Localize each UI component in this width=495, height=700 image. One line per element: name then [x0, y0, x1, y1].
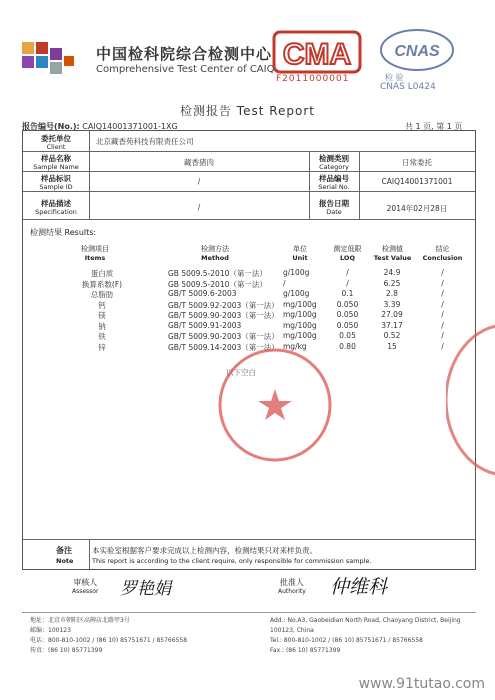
- result-unit: /: [283, 278, 286, 288]
- report-number-value: CAIQ14001371001-1XG: [82, 122, 178, 131]
- spec-value: /: [197, 203, 201, 212]
- result-unit: mg/kg: [283, 341, 307, 351]
- footer-zip-cn: 邮编：100123: [30, 627, 71, 634]
- sample-id-value: /: [197, 177, 201, 186]
- result-method: GB/T 5009.14-2003（第一法）: [168, 342, 279, 352]
- footer-cn: [30, 616, 187, 656]
- col-conclusion: 结论 Conclusion: [422, 245, 463, 262]
- note-text-cn: 本实验室根据客户要求完成以上检测内容，检测结果只对来样负责。: [92, 546, 317, 555]
- result-item: 换算系数(F): [81, 279, 123, 289]
- result-item: 总脂肪: [90, 290, 114, 299]
- result-loq: 0.1: [341, 289, 354, 298]
- end-mark: 以下空白: [226, 368, 256, 377]
- serial-value: CAIQ14001371001: [381, 177, 453, 186]
- result-value: 37.17: [381, 320, 403, 330]
- result-conclusion: /: [441, 289, 444, 298]
- result-conclusion: /: [441, 331, 444, 340]
- sample-name-label: 样品名称 Sample Name: [33, 154, 79, 171]
- footer-address-en: Add.: No.A3, Gaobeidian North Road, Chaoyang District, Beijing: [270, 617, 461, 624]
- note-label: 备注: [56, 546, 72, 555]
- sample-name-value: 藏香猪肉: [184, 158, 214, 167]
- result-unit: mg/100g: [283, 299, 317, 309]
- footer-tel-cn: 电话：800-810-1002 / (86 10) 85751671 / 85766558: [30, 637, 188, 644]
- footer-zip-en: 100123, China: [270, 627, 314, 634]
- note-text-en: This report is according to the client require, only responsible for commission sample.: [92, 557, 372, 565]
- result-loq: 0.050: [336, 320, 359, 330]
- col-loq: 测定低限 LOQ: [333, 245, 362, 262]
- footer-address-cn: 地址：北京市朝阳区高碑店北路甲3号: [30, 617, 130, 624]
- spec-label: 样品描述 Specification: [35, 199, 77, 216]
- result-item: 蛋白质: [90, 269, 114, 278]
- result-unit: mg/100g: [283, 320, 317, 330]
- reviewer-label: 审核人 Assessor: [72, 578, 99, 595]
- result-loq: /: [346, 268, 349, 277]
- result-item: 钠: [98, 321, 106, 331]
- cma-seal-icon: [272, 28, 362, 78]
- result-conclusion: /: [441, 278, 444, 288]
- result-item: 钙: [98, 300, 106, 310]
- col-items: 检测项目 Items: [81, 245, 109, 262]
- col-test-value: 检测值 Test Value: [373, 245, 412, 262]
- report-title: 检测报告 Test Report: [179, 104, 316, 118]
- result-loq: 0.050: [336, 299, 359, 309]
- serial-label: 样品编号 Serial No.: [318, 174, 350, 191]
- result-item: 锌: [98, 342, 106, 352]
- result-value: 15: [387, 341, 397, 351]
- result-method: GB/T 5009.90-2003（第一法）: [168, 332, 279, 341]
- sample-id-label: 样品标识 Sample ID: [39, 174, 73, 191]
- note-label-en: Note: [56, 557, 74, 565]
- result-conclusion: /: [441, 320, 444, 330]
- footer-tel-en: Tel.: 800-810-1002 / (86 10) 85751671 / 85766558: [270, 637, 423, 644]
- result-unit: mg/100g: [283, 331, 317, 340]
- result-conclusion: /: [441, 299, 444, 309]
- cnas-seal-icon: [378, 26, 456, 76]
- footer-fax-en: Fax.: (86 10) 85771399: [270, 647, 341, 654]
- cnas-seal-text: CNAS: [394, 43, 440, 60]
- cnas-number: CNAS L0424: [380, 82, 436, 92]
- footer-fax-cn: 传真：(86 10) 85771399: [30, 647, 103, 654]
- org-name-en: Comprehensive Test Center of CAIQ: [96, 64, 275, 75]
- cnas-sub-label: 检 验: [385, 73, 404, 82]
- date-label: 报告日期 Date: [319, 199, 349, 216]
- footer-en: [270, 616, 461, 656]
- caiq-logo-icon: [18, 38, 78, 80]
- result-value: 0.52: [383, 331, 401, 340]
- result-conclusion: /: [441, 268, 444, 277]
- result-unit: g/100g: [283, 268, 310, 277]
- side-seal-icon: [446, 325, 495, 475]
- col-method: 检测方法 Method: [201, 245, 229, 262]
- inspection-seal-icon: [215, 345, 335, 465]
- result-method: GB 5009.5-2010（第一法）: [168, 279, 267, 289]
- result-loq: 0.050: [336, 310, 359, 319]
- result-value: 6.25: [383, 278, 401, 288]
- result-conclusion: /: [441, 310, 444, 319]
- cma-seal-text: CMA: [282, 38, 352, 71]
- result-method: GB/T 5009.92-2003（第一法）: [168, 300, 279, 310]
- cma-number: F2011000001: [276, 74, 350, 84]
- result-value: 27.09: [381, 310, 403, 319]
- result-conclusion: /: [441, 341, 444, 351]
- watermark-link[interactable]: www.91tutao.com: [358, 676, 485, 692]
- result-value: 2.8: [386, 289, 398, 298]
- approver-signature: 仲维科: [330, 576, 388, 598]
- result-value: 3.39: [383, 299, 401, 309]
- result-method: GB/T 5009.6-2003: [168, 289, 237, 298]
- result-loq: /: [346, 278, 349, 288]
- footer-divider: [22, 612, 476, 613]
- result-loq: 0.80: [339, 341, 356, 351]
- result-method: GB/T 5009.90-2003（第一法）: [168, 311, 279, 320]
- result-value: 24.9: [383, 268, 401, 277]
- result-method: GB/T 5009.91-2003: [168, 320, 242, 330]
- category-value: 日常委托: [402, 158, 432, 167]
- result-method: GB 5009.5-2010（第一法）: [168, 269, 267, 278]
- client-label: 委托单位 Client: [41, 134, 71, 151]
- category-label: 检测类别 Category: [319, 154, 349, 171]
- reviewer-signature: 罗艳娟: [120, 579, 171, 599]
- result-unit: g/100g: [283, 289, 310, 298]
- result-unit: mg/100g: [283, 310, 317, 319]
- result-item: 镁: [98, 311, 106, 320]
- page-count: 共 1 页, 第 1 页: [405, 122, 463, 131]
- result-loq: 0.05: [339, 331, 356, 340]
- result-item: 铁: [98, 332, 106, 341]
- date-value: 2014年02月28日: [386, 204, 448, 213]
- org-name-cn: 中国检科院综合检测中心: [96, 45, 273, 63]
- report-number-label: 报告编号(No.):: [22, 122, 80, 131]
- results-heading: 检测结果 Results:: [30, 228, 97, 237]
- approver-label: 批准人 Authority: [278, 578, 306, 595]
- col-unit: 单位 Unit: [292, 245, 308, 262]
- client-value: 北京藏香苑科技有限责任公司: [96, 137, 194, 146]
